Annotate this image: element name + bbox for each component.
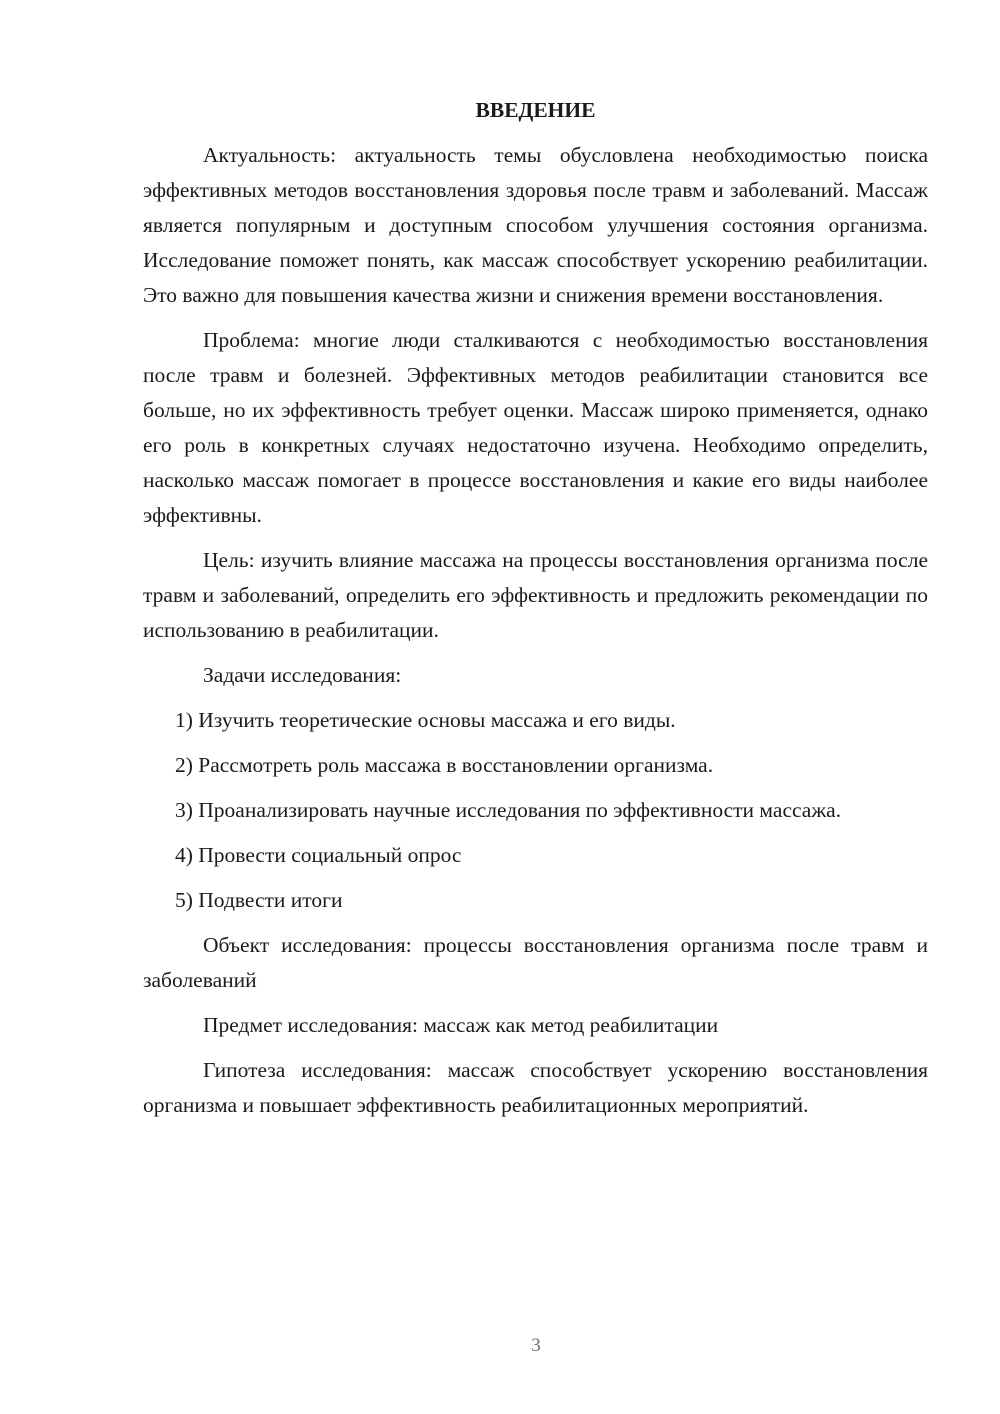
paragraph-hypothesis: Гипотеза исследования: массаж способствует ускорению восстановления организма и повышает эффективность реабилитационных мероприятий. <box>143 1058 928 1117</box>
page-number: 3 <box>531 1335 541 1356</box>
paragraph-problem: Проблема: многие люди сталкиваются с необходимостью восстановления после травм и болезней. Эффективных методов реабилитации становится все больше, но их эффективность требует оценки. Массаж широко применяется, однако его роль в конкретных случаях недостаточно изучена. Необходимо определить, насколько массаж помогает в процессе восстановления и какие его виды наиболее эффективны. <box>143 328 928 527</box>
tasks-heading: Задачи исследования: <box>203 663 402 687</box>
task-item-4: 4) Провести социальный опрос <box>175 843 462 867</box>
paragraph-object: Объект исследования: процессы восстановления организма после травм и заболеваний <box>143 933 928 992</box>
task-item-1: 1) Изучить теоретические основы массажа и его виды. <box>175 708 676 732</box>
page-content <box>143 93 928 1133</box>
task-item-2: 2) Рассмотреть роль массажа в восстановлении организма. <box>175 753 714 777</box>
task-item-5: 5) Подвести итоги <box>175 888 343 912</box>
task-item-3: 3) Проанализировать научные исследования по эффективности массажа. <box>175 798 842 822</box>
paragraph-subject: Предмет исследования: массаж как метод реабилитации <box>203 1013 719 1037</box>
paragraph-goal: Цель: изучить влияние массажа на процессы восстановления организма после травм и заболеваний, определить его эффективность и предложить рекомендации по использованию в реабилитации. <box>143 548 928 642</box>
paragraph-relevance: Актуальность: актуальность темы обусловлена необходимостью поиска эффективных методов восстановления здоровья после травм и заболеваний. Массаж является популярным и доступным способом улучшения состояния организма. Исследование поможет понять, как массаж способствует ускорению реабилитации. Это важно для повышения качества жизни и снижения времени восстановления. <box>143 143 928 307</box>
page-title: ВВЕДЕНИЕ <box>475 98 596 122</box>
